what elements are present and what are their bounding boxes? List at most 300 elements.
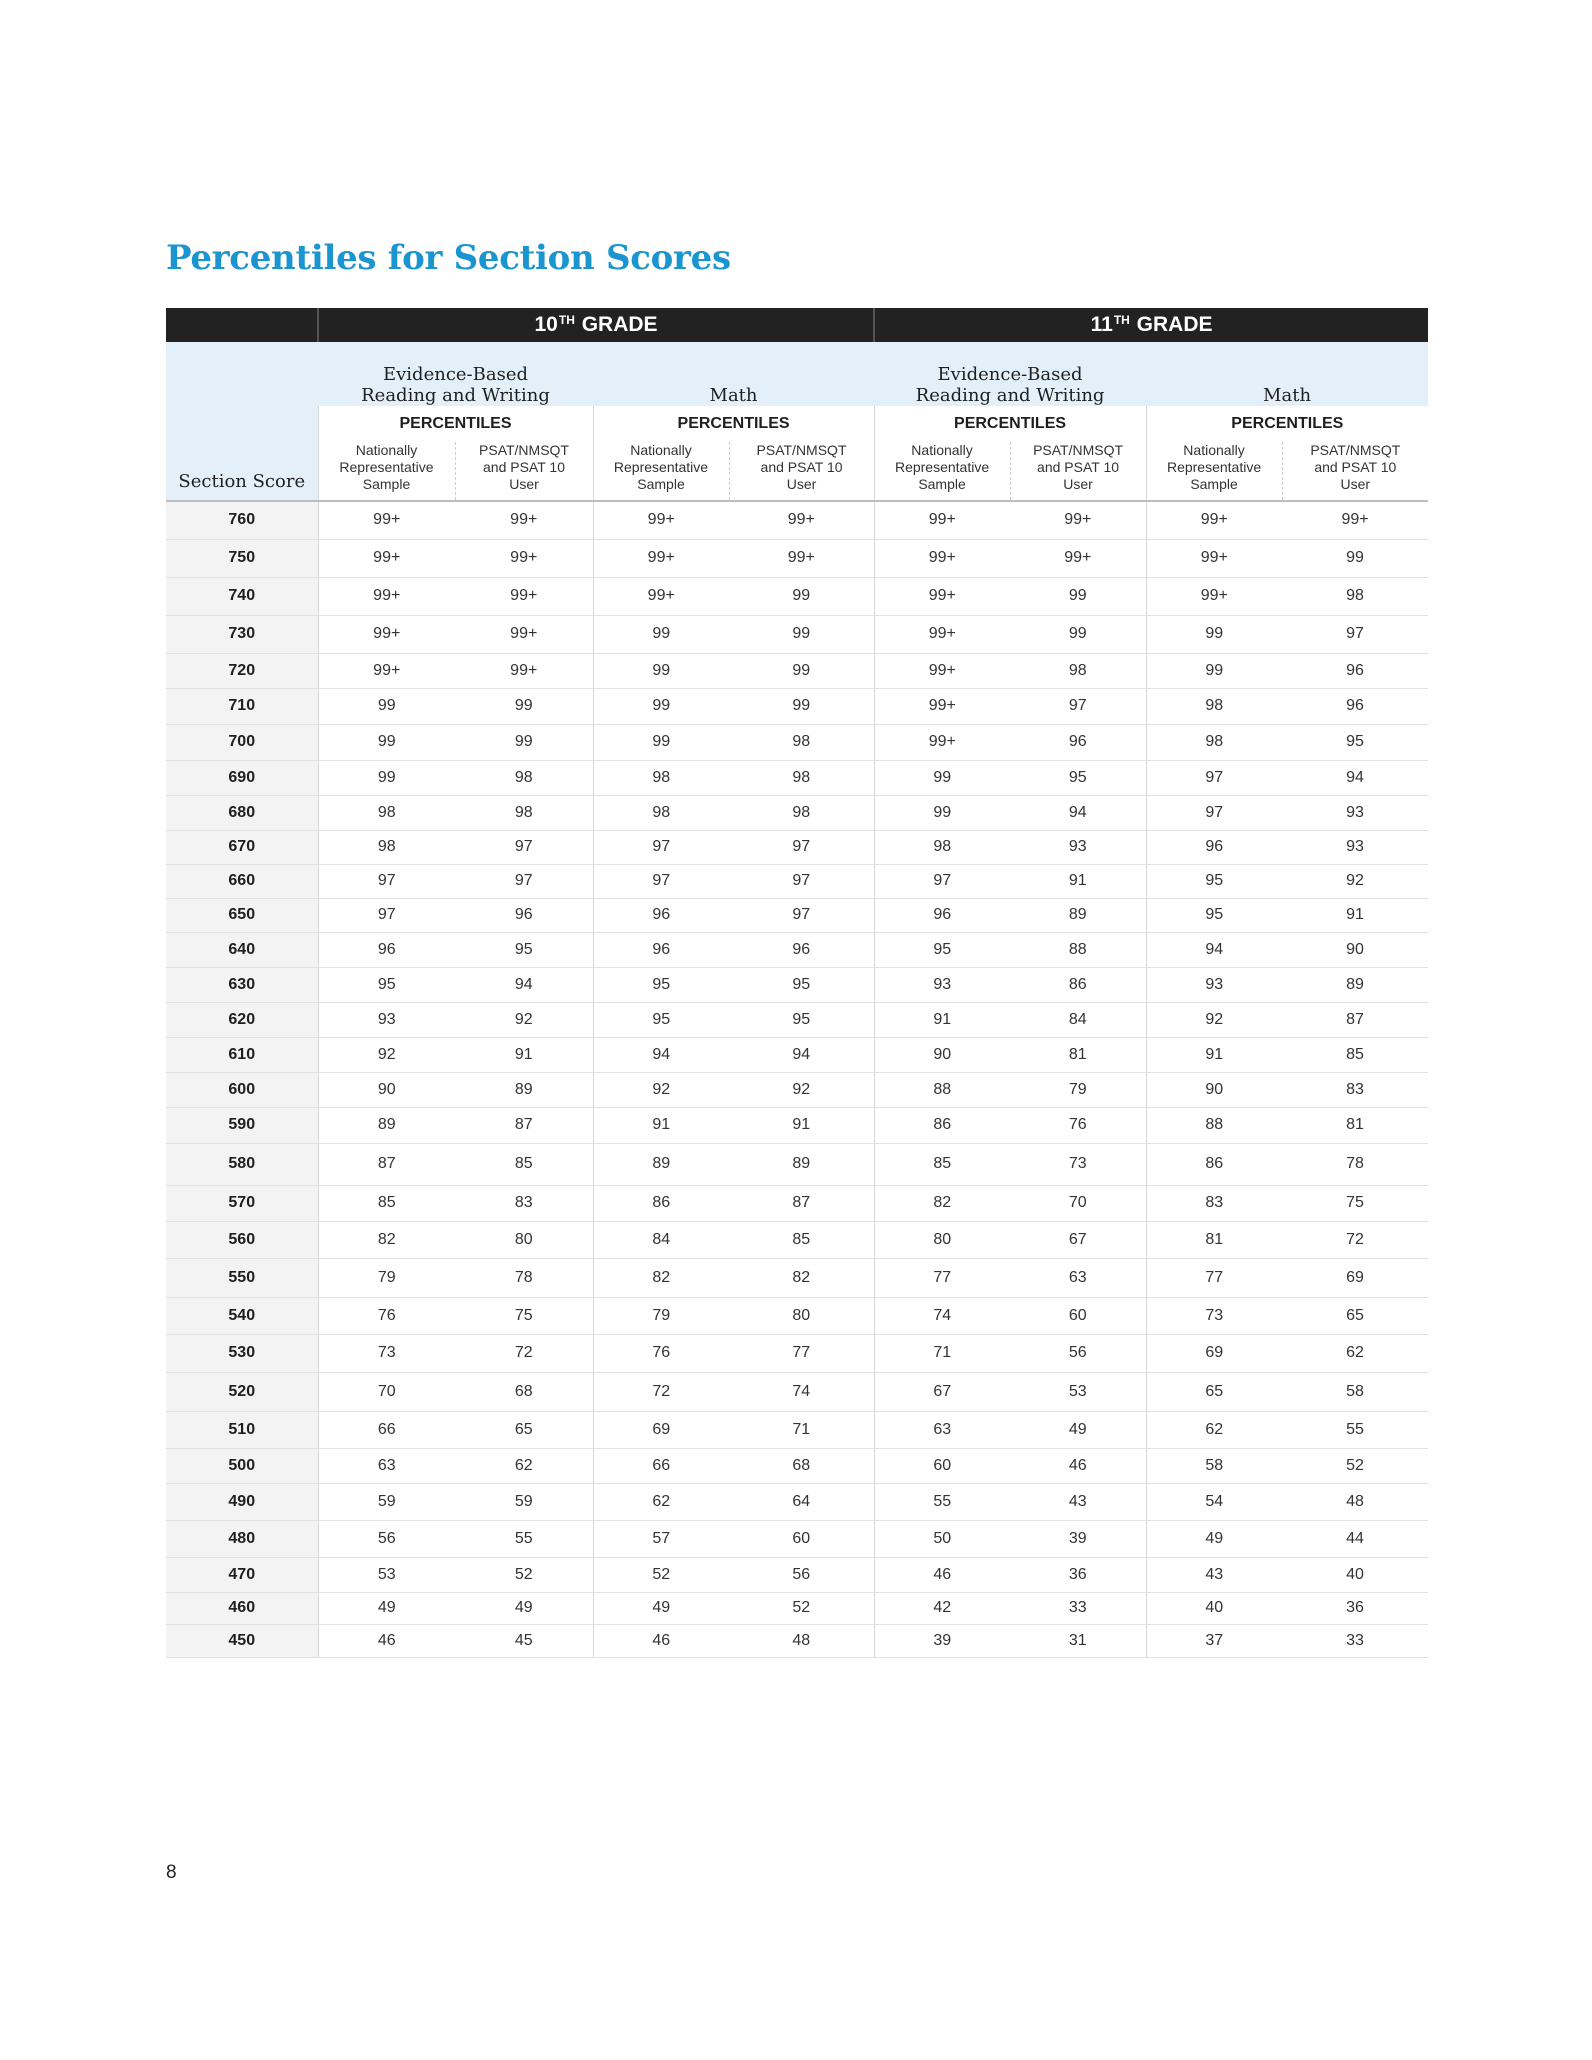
percentile-cell: 40 [1146,1592,1282,1624]
percentile-cell: 91 [455,1037,593,1072]
table-row [166,577,1428,615]
percentile-cell: 91 [1010,864,1146,898]
percentile-cell: 89 [729,1143,874,1185]
percentile-cell: 65 [1146,1372,1282,1411]
table-row [166,830,1428,864]
page-title: Percentiles for Section Scores [166,238,731,278]
national-sample-header: Nationally Representative Sample [1146,442,1282,501]
percentile-cell: 49 [593,1592,729,1624]
percentile-cell: 63 [318,1448,455,1483]
percentile-cell: 96 [593,932,729,967]
table-row [166,539,1428,577]
section-score-cell: 700 [166,724,318,760]
percentile-cell: 72 [1282,1221,1428,1258]
percentiles-label: PERCENTILES [318,406,593,442]
section-score-cell: 450 [166,1624,318,1657]
percentile-cell: 79 [593,1297,729,1334]
percentile-cell: 91 [1282,898,1428,932]
percentile-cell: 99+ [318,501,455,539]
percentile-cell: 94 [729,1037,874,1072]
percentile-cell: 68 [455,1372,593,1411]
percentile-cell: 65 [455,1411,593,1448]
table-row [166,1258,1428,1297]
percentile-cell: 78 [1282,1143,1428,1185]
percentile-cell: 87 [455,1107,593,1143]
percentile-cell: 53 [1010,1372,1146,1411]
percentile-cell: 60 [874,1448,1010,1483]
percentile-cell: 99+ [318,615,455,653]
percentile-cell: 77 [874,1258,1010,1297]
percentile-cell: 98 [593,795,729,830]
percentile-cell: 52 [1282,1448,1428,1483]
section-score-cell: 720 [166,653,318,688]
table-row [166,1297,1428,1334]
percentile-cell: 99+ [318,539,455,577]
percentile-cell: 99+ [729,501,874,539]
section-score-cell: 620 [166,1002,318,1037]
percentile-cell: 71 [729,1411,874,1448]
table-row [166,1592,1428,1624]
percentile-cell: 33 [1010,1592,1146,1624]
percentiles-table-body [166,501,1428,1657]
percentile-cell: 36 [1010,1557,1146,1592]
percentile-cell: 90 [318,1072,455,1107]
percentile-cell: 79 [318,1258,455,1297]
percentile-cell: 52 [593,1557,729,1592]
percentile-cell: 46 [874,1557,1010,1592]
national-sample-header: Nationally Representative Sample [874,442,1010,501]
percentile-cell: 85 [1282,1037,1428,1072]
percentile-cell: 74 [874,1297,1010,1334]
percentile-cell: 75 [455,1297,593,1334]
percentile-cell: 96 [874,898,1010,932]
percentile-cell: 52 [455,1557,593,1592]
percentile-cell: 88 [1146,1107,1282,1143]
percentile-cell: 97 [729,830,874,864]
percentile-cell: 86 [593,1185,729,1221]
percentile-cell: 83 [455,1185,593,1221]
percentile-cell: 97 [1010,688,1146,724]
percentile-cell: 99+ [455,539,593,577]
percentile-cell: 98 [318,795,455,830]
sample-header-row [166,442,1428,501]
section-score-cell: 640 [166,932,318,967]
percentile-cell: 36 [1282,1592,1428,1624]
section-score-cell: 470 [166,1557,318,1592]
section-score-cell: 680 [166,795,318,830]
percentile-cell: 99 [729,577,874,615]
section-score-cell: 600 [166,1072,318,1107]
table-row [166,1624,1428,1657]
percentile-cell: 80 [455,1221,593,1258]
percentile-cell: 69 [1146,1334,1282,1372]
user-sample-header: PSAT/NMSQT and PSAT 10 User [455,442,593,501]
percentile-cell: 33 [1282,1624,1428,1657]
table-row [166,1411,1428,1448]
table-row [166,1143,1428,1185]
table-row [166,1185,1428,1221]
percentile-cell: 52 [729,1592,874,1624]
percentile-cell: 96 [593,898,729,932]
percentile-cell: 99+ [455,615,593,653]
percentile-cell: 87 [318,1143,455,1185]
table-row [166,898,1428,932]
percentile-cell: 99 [874,760,1010,795]
percentile-cell: 94 [1282,760,1428,795]
user-sample-header: PSAT/NMSQT and PSAT 10 User [729,442,874,501]
table-row [166,653,1428,688]
percentile-cell: 64 [729,1483,874,1520]
percentile-cell: 77 [729,1334,874,1372]
percentile-cell: 62 [593,1483,729,1520]
percentile-cell: 97 [874,864,1010,898]
section-score-cell: 460 [166,1592,318,1624]
percentile-cell: 99 [593,653,729,688]
percentile-cell: 83 [1282,1072,1428,1107]
percentile-cell: 59 [455,1483,593,1520]
percentile-cell: 95 [1282,724,1428,760]
percentile-cell: 92 [318,1037,455,1072]
percentile-cell: 81 [1010,1037,1146,1072]
percentile-cell: 57 [593,1520,729,1557]
percentiles-label: PERCENTILES [593,406,874,442]
percentile-cell: 98 [1282,577,1428,615]
percentile-cell: 84 [1010,1002,1146,1037]
percentile-cell: 45 [455,1624,593,1657]
table-row [166,932,1428,967]
percentile-cell: 82 [729,1258,874,1297]
percentile-cell: 90 [1282,932,1428,967]
percentile-cell: 68 [729,1448,874,1483]
percentile-cell: 89 [1282,967,1428,1002]
percentile-cell: 82 [318,1221,455,1258]
percentile-cell: 69 [593,1411,729,1448]
percentile-cell: 77 [1146,1258,1282,1297]
percentile-cell: 99+ [874,653,1010,688]
percentile-cell: 88 [874,1072,1010,1107]
percentile-cell: 72 [593,1372,729,1411]
percentile-cell: 55 [874,1483,1010,1520]
percentile-cell: 49 [1010,1411,1146,1448]
percentile-cell: 79 [1010,1072,1146,1107]
percentile-cell: 86 [874,1107,1010,1143]
percentile-cell: 54 [1146,1483,1282,1520]
section-score-cell: 570 [166,1185,318,1221]
percentile-cell: 98 [729,760,874,795]
percentile-cell: 97 [1282,615,1428,653]
percentile-cell: 50 [874,1520,1010,1557]
percentile-cell: 99+ [874,539,1010,577]
percentile-cell: 96 [1146,830,1282,864]
percentile-cell: 96 [1010,724,1146,760]
percentile-cell: 85 [729,1221,874,1258]
percentile-cell: 65 [1282,1297,1428,1334]
percentile-cell: 99 [729,688,874,724]
percentile-cell: 98 [729,724,874,760]
percentile-cell: 89 [593,1143,729,1185]
percentile-cell: 73 [318,1334,455,1372]
percentile-cell: 99 [593,688,729,724]
percentile-cell: 56 [318,1520,455,1557]
percentile-cell: 89 [318,1107,455,1143]
percentile-cell: 86 [1010,967,1146,1002]
percentile-cell: 99+ [874,724,1010,760]
percentile-cell: 66 [318,1411,455,1448]
percentile-cell: 98 [455,795,593,830]
section-score-cell: 550 [166,1258,318,1297]
percentile-cell: 97 [729,864,874,898]
grade-header-blank [166,308,318,342]
table-row [166,1072,1428,1107]
percentile-cell: 95 [593,967,729,1002]
percentile-cell: 99+ [593,501,729,539]
section-score-cell: 670 [166,830,318,864]
percentile-cell: 99 [1010,577,1146,615]
percentile-cell: 40 [1282,1557,1428,1592]
percentile-cell: 80 [874,1221,1010,1258]
percentile-cell: 99+ [729,539,874,577]
national-sample-header: Nationally Representative Sample [593,442,729,501]
table-row [166,1448,1428,1483]
percentile-cell: 97 [1146,760,1282,795]
percentile-cell: 96 [1282,688,1428,724]
section-score-cell: 710 [166,688,318,724]
subject-header-ebrw-11: Evidence-Based Reading and Writing [874,342,1146,406]
percentile-cell: 99 [729,615,874,653]
table-row [166,724,1428,760]
percentile-cell: 95 [874,932,1010,967]
percentile-cell: 90 [1146,1072,1282,1107]
percentile-cell: 97 [729,898,874,932]
percentile-cell: 91 [874,1002,1010,1037]
section-score-cell: 660 [166,864,318,898]
percentile-cell: 99+ [1010,501,1146,539]
percentile-cell: 92 [729,1072,874,1107]
percentile-cell: 53 [318,1557,455,1592]
percentile-cell: 76 [318,1297,455,1334]
percentile-cell: 93 [874,967,1010,1002]
percentile-cell: 85 [455,1143,593,1185]
section-score-cell: 490 [166,1483,318,1520]
section-score-cell: 480 [166,1520,318,1557]
table-row [166,1221,1428,1258]
percentile-cell: 49 [455,1592,593,1624]
percentile-cell: 99 [318,724,455,760]
percentile-cell: 93 [318,1002,455,1037]
percentile-cell: 99+ [1146,577,1282,615]
percentile-cell: 99+ [455,577,593,615]
percentile-cell: 96 [1282,653,1428,688]
percentile-cell: 49 [318,1592,455,1624]
percentile-cell: 94 [455,967,593,1002]
percentile-cell: 93 [1146,967,1282,1002]
section-score-cell: 730 [166,615,318,653]
percentile-cell: 99+ [874,615,1010,653]
section-score-cell: 580 [166,1143,318,1185]
percentile-cell: 82 [874,1185,1010,1221]
percentile-cell: 99 [455,724,593,760]
section-score-cell: 590 [166,1107,318,1143]
section-score-cell: 650 [166,898,318,932]
percentile-cell: 46 [593,1624,729,1657]
grade-header-row [166,308,1428,342]
table-row [166,795,1428,830]
user-sample-header: PSAT/NMSQT and PSAT 10 User [1010,442,1146,501]
percentile-cell: 81 [1282,1107,1428,1143]
table-row [166,688,1428,724]
percentile-cell: 73 [1146,1297,1282,1334]
percentile-cell: 60 [1010,1297,1146,1334]
percentile-cell: 95 [729,967,874,1002]
percentile-cell: 89 [455,1072,593,1107]
percentile-cell: 99+ [455,501,593,539]
table-row [166,967,1428,1002]
percentile-cell: 99 [1010,615,1146,653]
table-row [166,1520,1428,1557]
percentile-cell: 94 [1010,795,1146,830]
percentile-cell: 74 [729,1372,874,1411]
percentile-cell: 97 [1146,795,1282,830]
percentile-cell: 97 [593,864,729,898]
percentile-cell: 98 [318,830,455,864]
percentile-cell: 95 [1146,864,1282,898]
percentile-cell: 97 [318,898,455,932]
percentile-cell: 99+ [874,501,1010,539]
percentile-cell: 37 [1146,1624,1282,1657]
percentile-cell: 91 [593,1107,729,1143]
percentile-cell: 46 [318,1624,455,1657]
subject-header-math-11: Math [1146,342,1428,406]
percentile-cell: 60 [729,1520,874,1557]
percentile-cell: 99+ [593,539,729,577]
percentile-cell: 58 [1282,1372,1428,1411]
percentile-cell: 99 [1146,615,1282,653]
percentile-cell: 99+ [318,577,455,615]
subject-header-row [166,342,1428,406]
percentile-cell: 42 [874,1592,1010,1624]
percentiles-label-row [166,406,1428,442]
national-sample-header: Nationally Representative Sample [318,442,455,501]
percentile-cell: 76 [1010,1107,1146,1143]
percentile-cell: 90 [874,1037,1010,1072]
percentile-cell: 92 [455,1002,593,1037]
percentile-cell: 98 [729,795,874,830]
percentile-cell: 49 [1146,1520,1282,1557]
percentile-cell: 62 [1146,1411,1282,1448]
percentile-cell: 59 [318,1483,455,1520]
percentile-cell: 98 [1146,724,1282,760]
percentile-cell: 99 [874,795,1010,830]
percentile-cell: 99+ [1010,539,1146,577]
percentile-cell: 73 [1010,1143,1146,1185]
percentile-cell: 55 [455,1520,593,1557]
percentile-cell: 71 [874,1334,1010,1372]
section-score-cell: 630 [166,967,318,1002]
percentile-cell: 69 [1282,1258,1428,1297]
percentile-cell: 97 [455,864,593,898]
percentile-cell: 99 [1282,539,1428,577]
percentile-cell: 70 [1010,1185,1146,1221]
percentile-cell: 81 [1146,1221,1282,1258]
percentile-cell: 99+ [455,653,593,688]
percentile-cell: 93 [1282,830,1428,864]
percentile-cell: 97 [455,830,593,864]
subject-header-ebrw-10: Evidence-Based Reading and Writing [318,342,593,406]
section-score-cell: 750 [166,539,318,577]
percentile-cell: 85 [874,1143,1010,1185]
percentile-cell: 95 [455,932,593,967]
grade-10-header: 10TH GRADE [318,308,874,342]
percentile-cell: 99 [1146,653,1282,688]
percentile-cell: 98 [455,760,593,795]
percentile-cell: 83 [1146,1185,1282,1221]
percentile-cell: 85 [318,1185,455,1221]
table-row [166,501,1428,539]
percentile-cell: 98 [1146,688,1282,724]
section-score-cell: 760 [166,501,318,539]
percentile-cell: 91 [1146,1037,1282,1072]
percentile-cell: 99+ [1282,501,1428,539]
percentiles-table [166,308,1428,1658]
percentile-cell: 56 [1010,1334,1146,1372]
percentile-cell: 66 [593,1448,729,1483]
percentile-cell: 43 [1010,1483,1146,1520]
percentile-cell: 89 [1010,898,1146,932]
section-score-cell: 610 [166,1037,318,1072]
table-row [166,1002,1428,1037]
percentile-cell: 99 [593,724,729,760]
percentile-cell: 48 [729,1624,874,1657]
percentile-cell: 99+ [318,653,455,688]
percentile-cell: 46 [1010,1448,1146,1483]
percentile-cell: 95 [593,1002,729,1037]
percentile-cell: 62 [455,1448,593,1483]
section-score-cell: 540 [166,1297,318,1334]
percentile-cell: 67 [874,1372,1010,1411]
percentile-cell: 93 [1010,830,1146,864]
percentile-cell: 78 [455,1258,593,1297]
percentile-cell: 94 [1146,932,1282,967]
percentile-cell: 99+ [593,577,729,615]
section-score-cell: 530 [166,1334,318,1372]
percentile-cell: 63 [1010,1258,1146,1297]
percentile-cell: 99 [593,615,729,653]
percentile-cell: 67 [1010,1221,1146,1258]
table-row [166,864,1428,898]
percentile-cell: 99 [729,653,874,688]
percentile-cell: 87 [729,1185,874,1221]
percentile-cell: 88 [1010,932,1146,967]
percentile-cell: 72 [455,1334,593,1372]
percentile-cell: 56 [729,1557,874,1592]
percentile-cell: 96 [729,932,874,967]
section-score-cell: 740 [166,577,318,615]
percentile-cell: 96 [318,932,455,967]
percentile-cell: 55 [1282,1411,1428,1448]
table-row [166,1372,1428,1411]
percentile-cell: 98 [593,760,729,795]
percentile-cell: 75 [1282,1185,1428,1221]
table-row [166,1483,1428,1520]
section-score-cell: 500 [166,1448,318,1483]
percentile-cell: 92 [593,1072,729,1107]
section-score-cell: 690 [166,760,318,795]
table-row [166,1557,1428,1592]
percentile-cell: 70 [318,1372,455,1411]
user-sample-header: PSAT/NMSQT and PSAT 10 User [1282,442,1428,501]
percentile-cell: 95 [729,1002,874,1037]
percentile-cell: 31 [1010,1624,1146,1657]
